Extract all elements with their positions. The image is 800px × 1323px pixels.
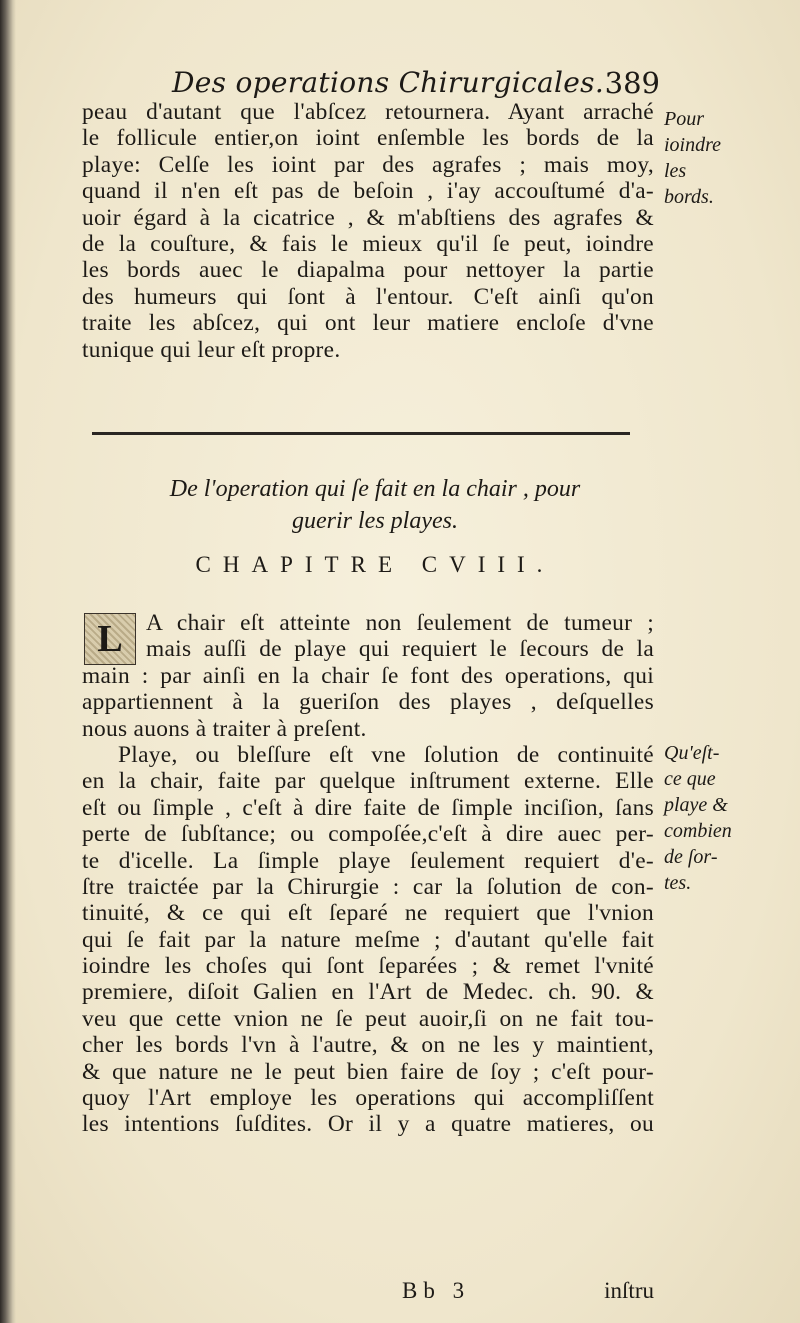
page-footer [82, 1278, 654, 1308]
margin-line: playe & [664, 794, 728, 816]
margin-line: les [664, 160, 687, 182]
chapter-heading: CHAPITRE CVIII. [195, 552, 555, 577]
text-line: uoir égard à la cicatrice , & m'abſtiens des agrafes & [82, 204, 654, 231]
section-divider [92, 432, 630, 435]
page-number: 389 [604, 66, 660, 100]
text-line: quoy l'Art employe les operations qui accompliſſent [82, 1085, 654, 1112]
text-line: traite les abſcez, qui ont leur matiere encloſe d'vne [82, 310, 654, 337]
text-line: ſtre traictée par la Chirurgie : car la ſolution de con- [82, 873, 654, 900]
margin-line: bords. [664, 186, 714, 208]
section-title-line-2: guerir les playes. [292, 508, 458, 534]
paragraph-1 [82, 99, 654, 363]
text-line: te d'icelle. La ſimple playe ſeulement requiert d'e- [82, 847, 654, 874]
section-title-line-1: De l'operation qui ſe fait en la chair , pour [169, 476, 581, 502]
text-line: mais auſſi de playe qui requiert le ſecours de la [146, 636, 654, 663]
text-line: veu que cette vnion ne ſe peut auoir,ſi on ne fait tou- [82, 1005, 654, 1032]
text-line: peau d'autant que l'abſcez retournera. Ayant arraché [82, 99, 654, 125]
binding-edge [0, 0, 16, 1323]
text-line: cher les bords l'vn à l'autre, & on ne les y maintient, [82, 1032, 654, 1059]
margin-line: Qu'eſt- [664, 742, 720, 764]
text-line: & que nature ne le peut bien faire de ſoy ; c'eſt pour- [82, 1058, 654, 1085]
text-line: main : par ainſi en la chair ſe font des operations, qui [82, 662, 654, 689]
text-line: quand il n'en eſt pas de beſoin , i'ay accouſtumé d'a- [82, 178, 654, 205]
margin-note-2 [664, 740, 784, 896]
text-line: premiere, diſoit Galien en l'Art de Medec. ch. 90. & [82, 979, 654, 1006]
text-line: des humeurs qui ſont à l'entour. C'eſt ainſi qu'on [82, 283, 654, 310]
text-line: eſt ou ſimple , c'eſt à dire faite de ſimple inciſion, ſans [82, 794, 654, 821]
margin-line: ce que [664, 768, 716, 790]
text-line: de la couſture, & fais le mieux qu'il ſe peut, ioindre [82, 230, 654, 257]
catchword: inſtru [604, 1278, 654, 1303]
text-line: les bords auec le diapalma pour nettoyer la partie [82, 257, 654, 284]
drop-cap-letter: L [97, 618, 123, 660]
text-line: ioindre les choſes qui ſont ſeparées ; & remet l'vnité [82, 953, 654, 980]
margin-line: Pour [664, 108, 704, 130]
signature-mark: Bb 3 [402, 1278, 471, 1303]
running-title: Des operations Chirurgicales. [172, 66, 605, 99]
text-line: playe: Celſe les ioint par des agrafes ; mais moy, [82, 151, 654, 178]
text-line: perte de ſubſtance; ou compoſée,c'eſt à dire auec per- [82, 821, 654, 848]
margin-line: tes. [664, 872, 692, 894]
text-line: appartiennent à la gueriſon des playes , deſquelles [82, 689, 654, 716]
margin-line: combien [664, 820, 732, 842]
text-line: en la chair, faite par quelque inſtrument externe. Elle [82, 768, 654, 795]
margin-line: ioindre [664, 134, 722, 156]
margin-line: de ſor- [664, 846, 718, 868]
text-line: qui ſe fait par la nature meſme ; d'autant qu'elle fait [82, 926, 654, 953]
text-line: le follicule entier,on ioint enſemble les bords de la [82, 125, 654, 152]
text-line: nous auons à traiter à preſent. [82, 715, 367, 742]
text-line: les intentions ſuſdites. Or il y a quatre matieres, ou [82, 1111, 654, 1138]
paragraph-2 [82, 610, 654, 1138]
text-line: A chair eſt atteinte non ſeulement de tumeur ; [146, 610, 654, 636]
text-line: Playe, ou bleſſure eſt vne ſolution de continuité [118, 741, 654, 768]
text-line: tinuité, & ce qui eſt ſeparé ne requiert que l'vnion [82, 900, 654, 927]
text-line: tunique qui leur eſt propre. [82, 336, 341, 363]
margin-note-1 [664, 106, 784, 210]
